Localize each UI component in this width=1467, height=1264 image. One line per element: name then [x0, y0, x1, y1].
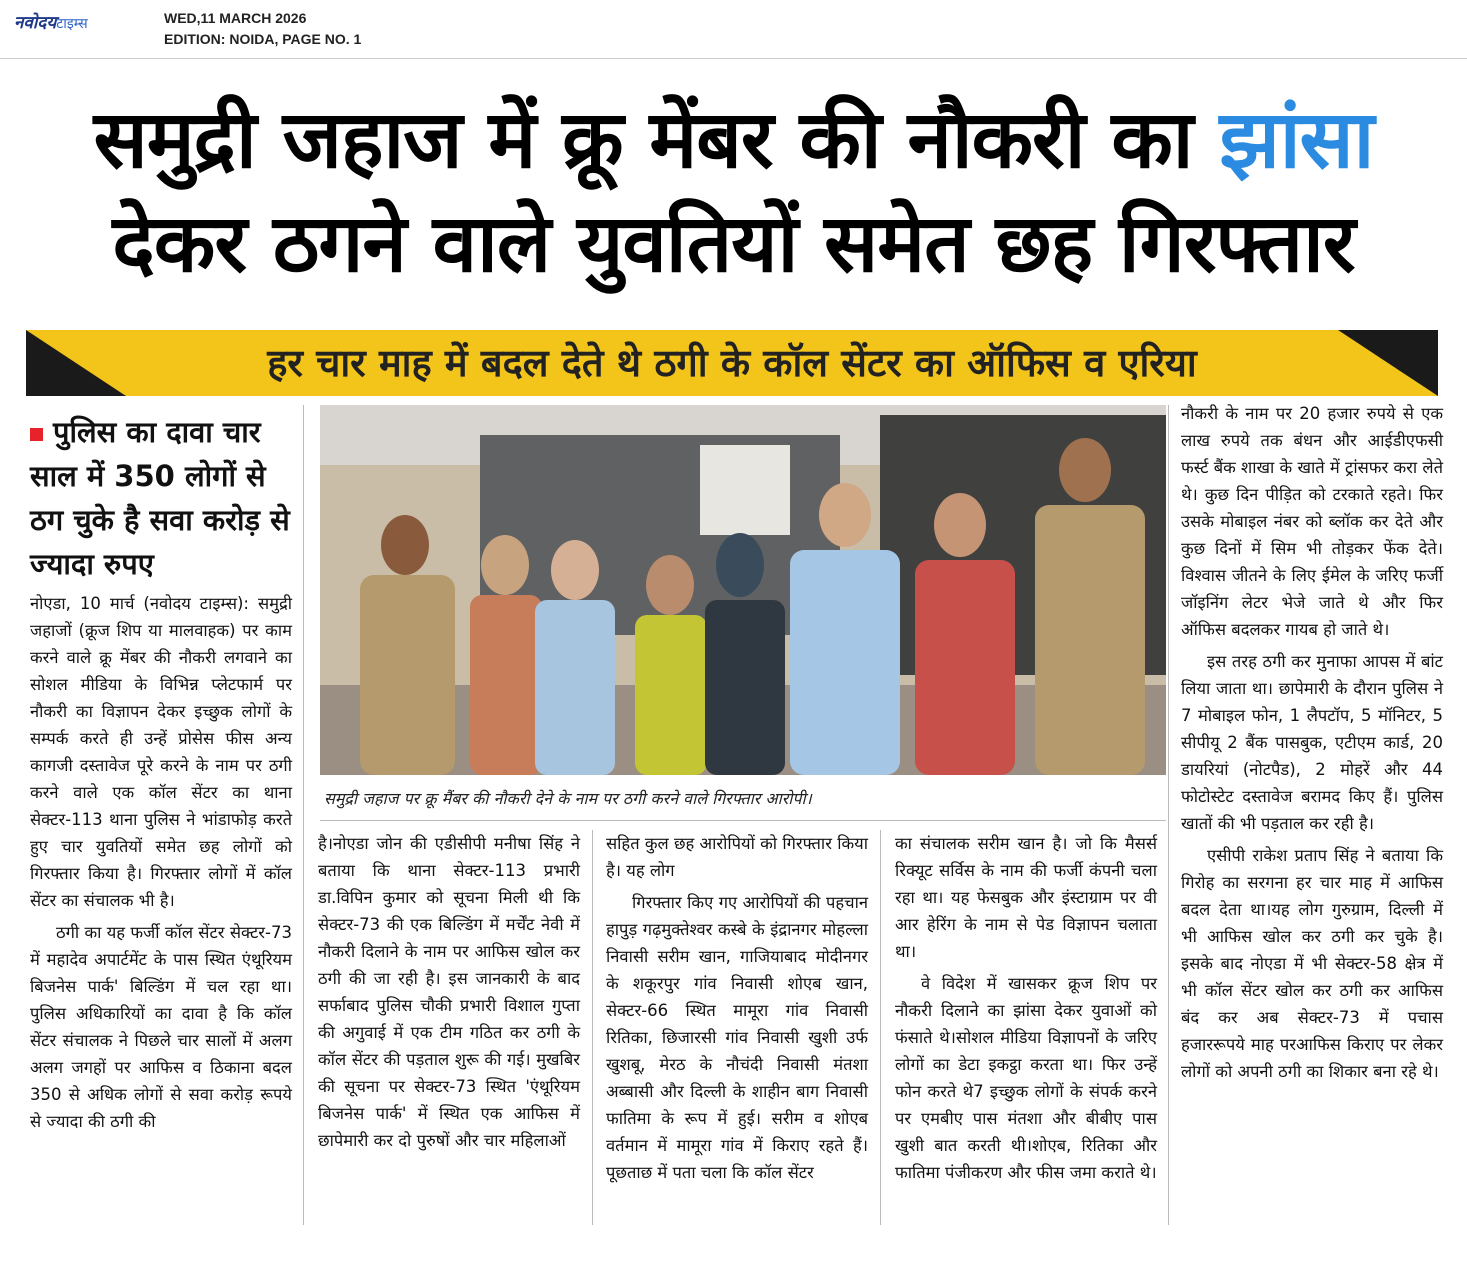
column-divider [1168, 405, 1169, 1225]
paragraph: का संचालक सरीम खान है। जो कि मैसर्स रिक्यूट सर्विस के नाम की फर्जी कंपनी चला रहा था। यह फेसबुक और इंस्टाग्राम पर वी आर हेरिंग के नाम से पेड विज्ञापन चलाता था। [895, 834, 1157, 961]
column-divider [303, 405, 304, 1225]
issue-date: WED,11 MARCH 2026 [164, 10, 307, 26]
headline-line-1 [0, 88, 1467, 192]
paragraph: इस तरह ठगी कर मुनाफा आपस में बांट लिया जाता था। छापेमारी के दौरान पुलिस ने 7 मोबाइल फोन, 1 लैपटॉप, 5 मॉनिटर, 5 सीपीयू 2 बैंक पासबुक, एटीएम कार्ड, 20 डायरियां (नोटपैड), 2 मोहरें और 44 फोटोस्टेट दस्तावेज बरामद किए हैं। पुलिस खातों की भी पड़ताल कर रही है। [1181, 652, 1443, 833]
paragraph: एसीपी राकेश प्रताप सिंह ने बताया कि गिरोह का सरगना हर चार माह में आफिस बदल देता था।यह लोग गुरुग्राम, दिल्ली में भी आफिस खोल कर ठगी कर चुके है। इसके बाद नोएडा में भी सेक्टर-58 क्षेत्र में भी कॉल सेंटर खोल कर ठगी कर आफिस बंद कर अब सेक्टर-73 में पचास हजाररूपये माह परआफिस किराए पर लेकर लोगों को अपनी ठगी का शिकार बना रहे थे। [1181, 846, 1443, 1081]
caption-rule [320, 820, 1166, 821]
headline-highlight-word: झांसा [1219, 93, 1374, 186]
headline-line-2: देकर ठगने वाले युवतियों समेत छह गिरफ्तार [112, 197, 1355, 290]
logo-sub-text: टाइम्स [56, 16, 88, 32]
red-square-bullet-icon [30, 428, 43, 441]
column-divider [880, 830, 881, 1225]
article-column-4 [895, 830, 1157, 1191]
headline-line-1-text: समुद्री जहाज में क्रू मेंबर की नौकरी का [93, 93, 1193, 186]
headline [0, 88, 1467, 296]
paragraph: है।नोएडा जोन की एडीसीपी मनीषा सिंह ने बताया कि थाना सेक्टर-113 प्रभारी डा.विपिन कुमार को सूचना मिली थी कि सेक्टर-73 की एक बिल्डिंग में मर्चेंट नेवी में नौकरी दिलाने के नाम पर आफिस खोल कर ठगी की जा रही है। इस जानकारी के बाद सर्फाबाद पुलिस चौकी प्रभारी विशाल गुप्ता की अगुवाई में एक टीम गठित कर ठगी के कॉल सेंटर की पड़ताल शुरू की गई। मुखबिर की सूचना पर सेक्टर-73 स्थित 'एंथूरियम बिजनेस पार्क' में स्थित एक आफिस में छापेमारी कर दो पुरुषों और चार महिलाओं [318, 834, 580, 1150]
subheadline: हर चार माह में बदल देते थे ठगी के कॉल सेंटर का ऑफिस व एरिया [267, 341, 1197, 385]
article-column-2 [318, 830, 580, 1159]
next-article-cutoff [0, 1240, 1467, 1263]
edition-meta [164, 8, 361, 50]
paragraph: वे विदेश में खासकर क्रूज शिप पर नौकरी दिलाने का झांसा देकर युवाओं को फंसाते थे।सोशल मीडिया विज्ञापनों के जरिए लोगों का डेटा इकट्ठा करता था। फिर उन्हें फोन करते थे7 इच्छुक लोगों के संपर्क करने पर एमबीए पास मंतशा और बीबीए पास खुशी बात करती थी।शोएब, रितिका और फातिमा पंजीकरण और फीस जमा कराते थे। [895, 974, 1157, 1182]
paragraph: ठगी का यह फर्जी कॉल सेंटर सेक्टर-73 में महादेव अपार्टमेंट के पास स्थित एंथूरियम बिजनेस पार्क' बिल्डिंग में चल रहा था। पुलिस अधिकारियों का दावा है कि कॉल सेंटर संचालक ने पिछले चार सालों में अलग अलग जगहों पर आफिस व ठिकाना बदल 350 से अधिक लोगों से सवा करोड़ रूपये से ज्यादा की ठगी की [30, 923, 292, 1131]
newspaper-logo [14, 10, 88, 33]
column-divider [592, 830, 593, 1225]
pull-quote-text: पुलिस का दावा चार साल में 350 लोगों से ठग चुके है सवा करोड़ से ज्यादा रुपए [30, 415, 290, 581]
article-column-1 [30, 590, 292, 1140]
article-column-3 [606, 830, 868, 1191]
subheadline-band [26, 330, 1438, 396]
paragraph: नौकरी के नाम पर 20 हजार रुपये से एक लाख रुपये तक बंधन और आईडीएफसी फर्स्ट बैंक शाखा के खाते में ट्रांसफर करा लेते थे। कुछ दिन पीड़ित को टरकाते रहते। फिर उसके मोबाइल नंबर को ब्लॉक कर देते और कुछ दिनों में सिम भी तोड़कर फेंक देते। विश्वास जीतने के लिए ईमेल के जरिए फर्जी जॉइनिंग लेटर भेजे जाते थे और फिर ऑफिस बदलकर गायब हो जाते थे। [1181, 404, 1443, 639]
photo-caption: समुद्री जहाज पर क्रू मैंबर की नौकरी देने के नाम पर ठगी करने वाले गिरफ्तार आरोपी। [324, 789, 812, 808]
paragraph: नोएडा, 10 मार्च (नवोदय टाइम्स): समुद्री जहाजों (क्रूज शिप या मालवाहक) पर काम करने वाले क्रू मेंबर की नौकरी लगवाने का सोशल मीडिया के विभिन्न प्लेटफार्म पर नौकरी का विज्ञापन देकर इच्छुक लोगों के सम्पर्क करते ही उन्हें प्रोसेस फीस अन्य कागजी दस्तावेज पूरे करने के नाम पर ठगी करने वाले एक कॉल सेंटर का थाना सेक्टर-113 थाना पुलिस ने भांडाफोड़ करते हुए चार युवतियों समेत छह लोगों को गिरफ्तार किया है। गिरफ्तार लोगों में कॉल सेंटर का संचालक भी है। [30, 594, 292, 910]
arrested-group-photo [320, 405, 1166, 775]
paragraph: गिरफ्तार किए गए आरोपियों की पहचान हापुड़ गढ़मुक्तेश्वर कस्बे के इंद्रानगर मोहल्ला निवासी सरीम खान, गाजियाबाद मोदीनगर के शकूरपुर गांव निवासी शोएब खान, सेक्टर-66 स्थित मामूरा गांव निवासी रितिका, छिजारसी गांव निवासी खुशी उर्फ खुशबू, मेरठ के नौचंदी निवासी मंतशा अब्बासी और दिल्ली के शाहीन बाग निवासी फातिमा के रूप में हुई। सरीम व शोएब वर्तमान में मामूरा गांव में किराए रहते हैं।पूछताछ में पता चला कि कॉल सेंटर [606, 893, 868, 1182]
news-photo [320, 405, 1166, 775]
pull-quote [30, 410, 295, 586]
logo-main-text: नवोदय [14, 13, 57, 33]
article-column-5 [1181, 400, 1443, 1090]
masthead [0, 0, 1467, 58]
edition-info: EDITION: NOIDA, PAGE NO. 1 [164, 31, 362, 47]
paragraph: सहित कुल छह आरोपियों को गिरफ्तार किया है। यह लोग [606, 834, 868, 880]
